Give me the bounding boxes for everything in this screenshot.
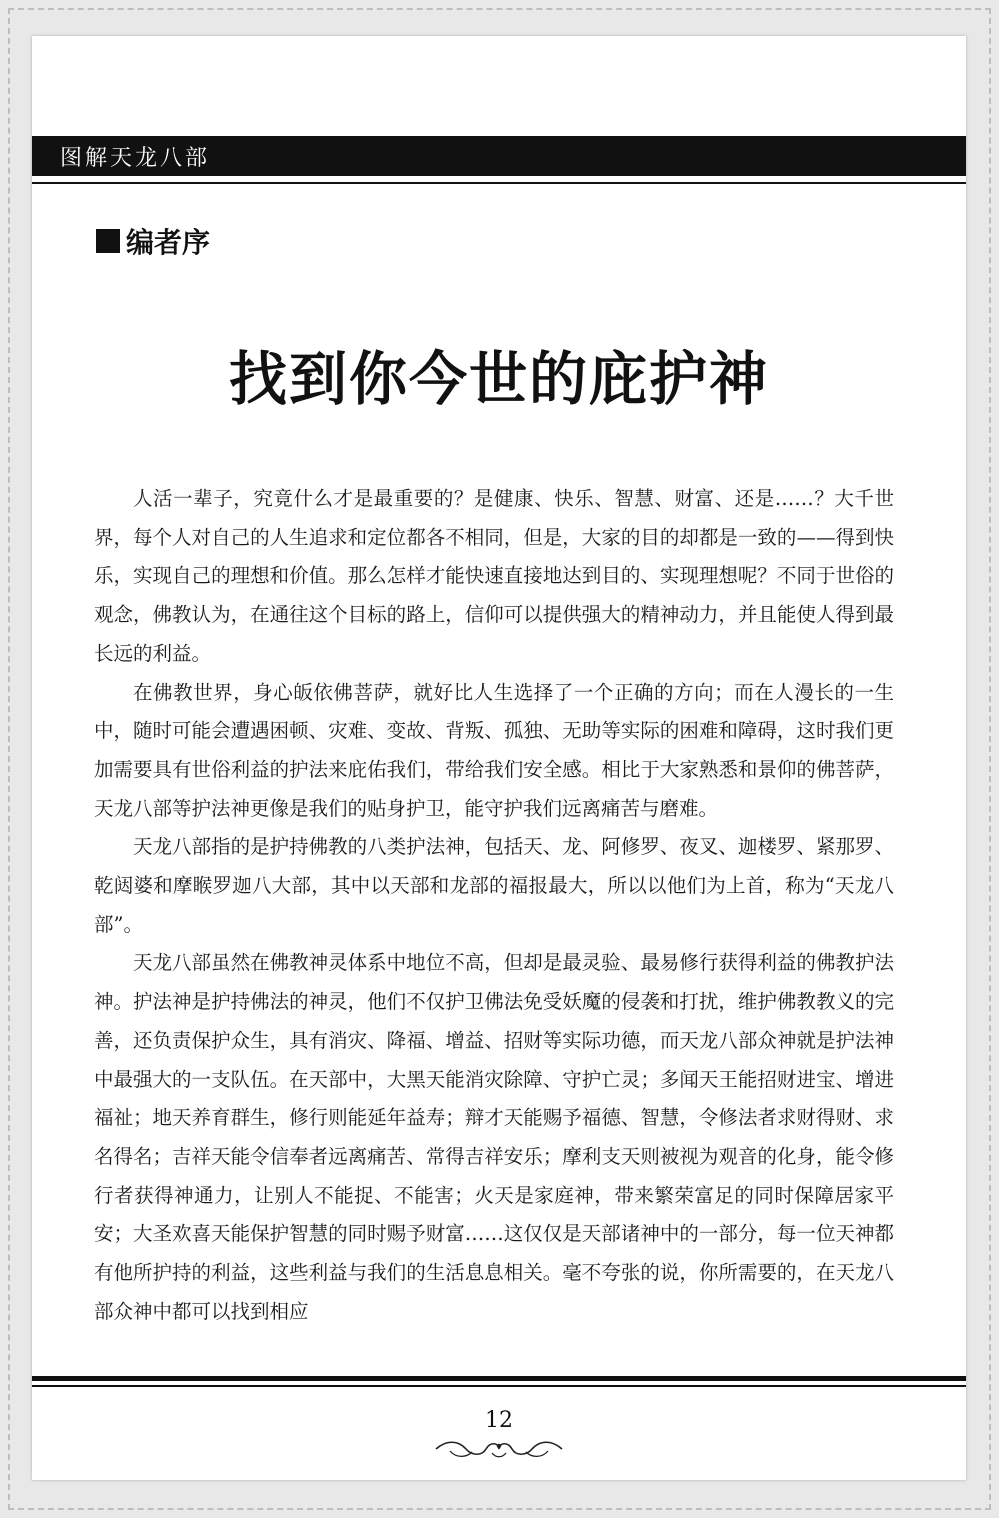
paragraph: 天龙八部虽然在佛教神灵体系中地位不高，但却是最灵验、最易修行获得利益的佛教护法神。护法神是护持佛法的神灵，他们不仅护卫佛法免受妖魔的侵袭和打扰，维护佛教教义的完善，还负责保护众生，具有消灾、降福、增益、招财等实际功德，而天龙八部众神就是护法神中最强大的一支队伍。在天部中，大黑天能消灾除障、守护亡灵；多闻天王能招财进宝、增进福祉；地天养育群生，修行则能延年益寿；辩才天能赐予福德、智慧，令修法者求财得财、求名得名；吉祥天能令信奉者远离痛苦、常得吉祥安乐；摩利支天则被视为观音的化身，能令修行者获得神通力，让别人不能捉、不能害；火天是家庭神，带来繁荣富足的同时保障居家平安；大圣欢喜天能保护智慧的同时赐予财富……这仅仅是天部诸神中的一部分，每一位天神都有他所护持的利益，这些利益与我们的生活息息相关。毫不夸张的说，你所需要的，在天龙八部众神中都可以找到相应 (94, 951, 894, 1323)
section-title: 编者序 (126, 226, 211, 259)
body-text (94, 480, 894, 1331)
chapter-title: 找到你今世的庇护神 (228, 345, 769, 413)
header-bar (32, 136, 966, 176)
footer-divider-thin (32, 1385, 966, 1387)
cloud-ornament-icon (432, 1438, 566, 1460)
paragraph: 人活一辈子，究竟什么才是最重要的？是健康、快乐、智慧、财富、还是……？大千世界，每个人对自己的人生追求和定位都各不相同，但是，大家的目的却都是一致的——得到快乐，实现自己的理想和价值。那么怎样才能快速直接地达到目的、实现理想呢？不同于世俗的观念，佛教认为，在通往这个目标的路上，信仰可以提供强大的精神动力，并且能使人得到最长远的利益。 (94, 487, 894, 665)
header-divider (32, 182, 966, 184)
black-square-icon (96, 229, 120, 253)
footer-divider-thick (32, 1376, 966, 1381)
paragraph: 在佛教世界，身心皈依佛菩萨，就好比人生选择了一个正确的方向；而在人漫长的一生中，随时可能会遭遇困顿、灾难、变故、背叛、孤独、无助等实际的困难和障碍，这时我们更加需要具有世俗利益的护法来庇佑我们，带给我们安全感。相比于大家熟悉和景仰的佛菩萨，天龙八部等护法神更像是我们的贴身护卫，能守护我们远离痛苦与磨难。 (94, 680, 894, 820)
section-heading (96, 221, 210, 261)
paragraph: 天龙八部指的是护持佛教的八类护法神，包括天、龙、阿修罗、夜叉、迦楼罗、紧那罗、乾闼婆和摩睺罗迦八大部，其中以天部和龙部的福报最大，所以以他们为上首，称为“天龙八部”。 (94, 835, 894, 936)
book-title: 图解天龙八部 (60, 146, 211, 171)
page-number: 12 (485, 1408, 513, 1433)
book-page (32, 36, 966, 1480)
